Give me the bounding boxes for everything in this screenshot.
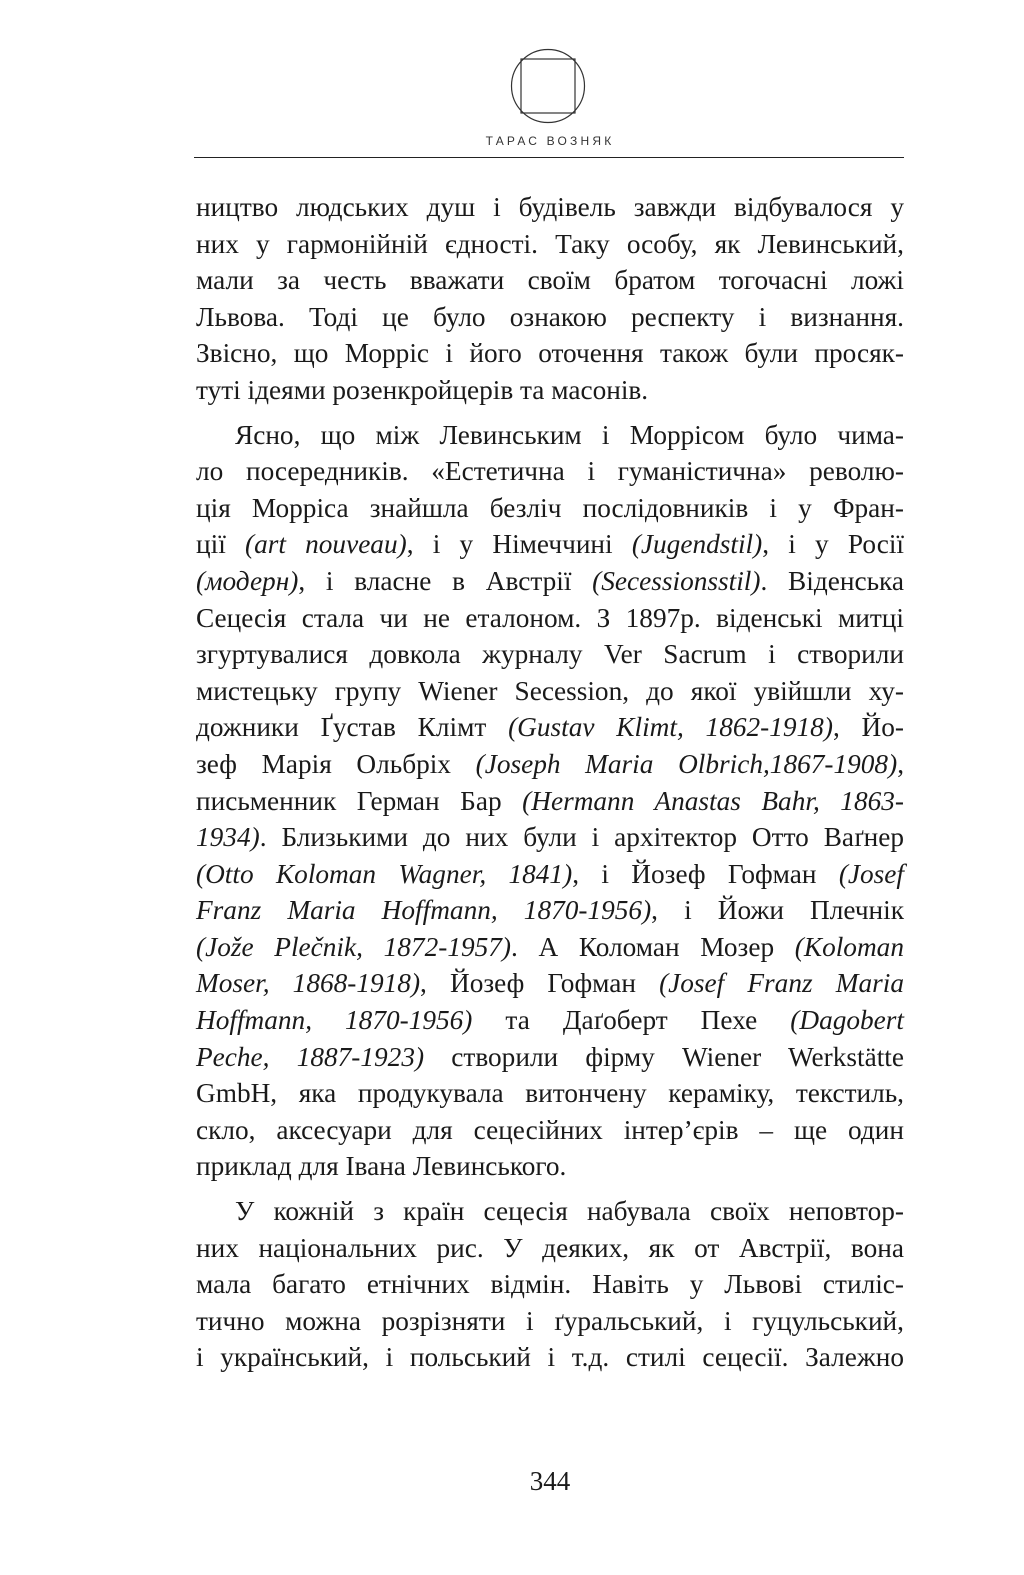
text-line: дожники Ґустав Клімт (Gustav Klimt, 1862-1918), Йо- xyxy=(196,712,904,743)
text-line: У кожній з країн сецесія набувала своїх неповтор- xyxy=(235,1196,904,1227)
text-line: Ясно, що між Левинським і Моррісом було чима- xyxy=(235,419,904,450)
paragraph xyxy=(196,1193,904,1376)
text-line: Hoffmann, 1870-1956) та Даґоберт Пехе (Dagobert xyxy=(196,1005,904,1036)
text-line: (Otto Koloman Wagner, 1841), і Йозеф Гофман (Josef xyxy=(196,858,905,889)
text-line: скло, аксесуари для сецесійних інтер’єрів – ще один xyxy=(196,1114,904,1145)
running-head: ТАРАС ВОЗНЯК xyxy=(485,134,615,148)
text-line: зеф Марія Ольбріх (Joseph Maria Olbrich,1867-1908), xyxy=(196,748,905,779)
text-line: ництво людських душ і будівель завжди відбувалося у xyxy=(196,192,904,222)
text-line: письменник Герман Бар (Hermann Anastas Bahr, 1863- xyxy=(196,785,904,816)
text-line: згуртувалися довкола журналу Ver Sacrum і створили xyxy=(196,639,904,670)
text-line: ло посередників. «Естетична і гуманістична» револю- xyxy=(196,456,904,487)
text-line: них національних рис. У деяких, як от Австрії, вона xyxy=(196,1232,904,1263)
text-line: (модерн), і власне в Австрії (Secessionsstil). Віденська xyxy=(196,565,904,596)
paragraph xyxy=(196,189,904,409)
page-number: 344 xyxy=(529,1466,571,1496)
circle-square-emblem-icon xyxy=(510,48,586,124)
text-line: них у гармонійній єдності. Таку особу, як Левинський, xyxy=(196,228,904,259)
text-line: Звісно, що Морріс і його оточення також були просяк- xyxy=(196,338,904,369)
text-line: Peche, 1887-1923) створили фірму Wiener Werkstätte xyxy=(196,1041,904,1072)
text-line: ція Морріса знайшла безліч послідовників і у Фран- xyxy=(196,492,904,523)
text-line: ції (art nouveau), і у Німеччині (Jugendstil), і у Росії xyxy=(196,529,904,560)
paragraph xyxy=(196,417,904,1185)
body-text xyxy=(196,189,904,1376)
text-line: Львова. Тоді це було ознакою респекту і визнання. xyxy=(196,301,904,332)
text-line: і український, і польський і т.д. стилі сецесії. Залежно xyxy=(196,1342,904,1373)
text-line: приклад для Івана Левинського. xyxy=(196,1151,567,1182)
text-line: мали за честь вважати своїм братом тогочасні ложі xyxy=(196,265,904,296)
text-line: мистецьку групу Wiener Secession, до якої увійшли ху- xyxy=(196,675,904,706)
text-line: 1934). Близькими до них були і архітектор Отто Ваґнер xyxy=(196,822,904,853)
header-rule xyxy=(194,157,904,158)
text-line: Franz Maria Hoffmann, 1870-1956), і Йожи Плечнік xyxy=(196,895,905,926)
text-line: (Jože Plečnik, 1872-1957). А Коломан Мозер (Koloman xyxy=(196,931,904,962)
text-line: тично можна розрізняти і ґуральський, і гуцульський, xyxy=(196,1305,904,1336)
text-line: мала багато етнічних відмін. Навіть у Львові стиліс- xyxy=(196,1269,904,1300)
text-line: Сецесія стала чи не еталоном. З 1897р. віденські митці xyxy=(196,602,904,633)
text-line: туті ідеями розенкройцерів та масонів. xyxy=(196,374,649,405)
text-line: Moser, 1868-1918), Йозеф Гофман (Josef Franz Maria xyxy=(196,968,904,999)
text-line: GmbH, яка продукувала витончену кераміку, текстиль, xyxy=(196,1078,904,1109)
